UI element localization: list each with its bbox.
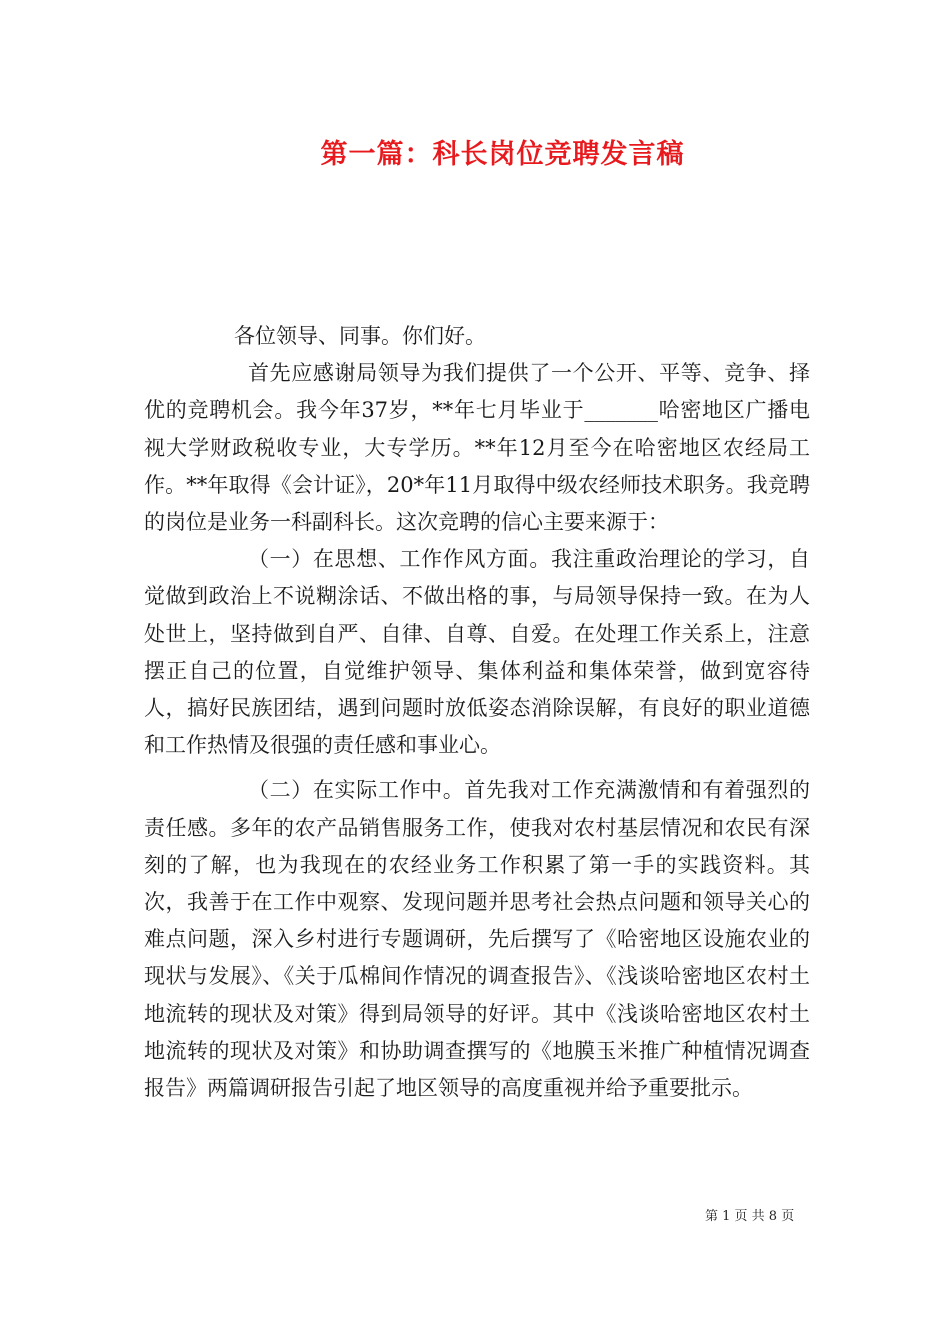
page-number-footer: 第 1 页 共 8 页 bbox=[705, 1209, 795, 1224]
document-body bbox=[144, 318, 810, 1107]
paragraph-intro: 首先应感谢局领导为我们提供了一个公开、平等、竞争、择优的竞聘机会。我今年37岁，**年七月毕业于_______哈密地区广播电视大学财政税收专业，大专学历。**年12月至今在哈密地区农经局工作。**年取得《会计证》，20*年11月取得中级农经师技术职务。我竞聘的岗位是业务一科副科长。这次竞聘的信心主要来源于： bbox=[144, 361, 810, 535]
paragraph-section-two: （二）在实际工作中。首先我对工作充满激情和有着强烈的责任感。多年的农产品销售服务工作，使我对农村基层情况和农民有深刻的了解，也为我现在的农经业务工作积累了第一手的实践资料。其次，我善于在工作中观察、发现问题并思考社会热点问题和领导关心的难点问题，深入乡村进行专题调研，先后撰写了《哈密地区设施农业的现状与发展》、《关于瓜棉间作情况的调查报告》、《浅谈哈密地区农村土地流转的现状及对策》得到局领导的好评。其中《浅谈哈密地区农村土地流转的现状及对策》和协助调查撰写的《地膜玉米推广种植情况调查报告》两篇调研报告引起了地区领导的高度重视并给予重要批示。 bbox=[144, 778, 810, 1101]
greeting-line: 各位领导、同事。你们好。 bbox=[234, 324, 486, 348]
document-title: 第一篇：科长岗位竞聘发言稿 bbox=[320, 139, 685, 170]
paragraph-section-one: （一）在思想、工作作风方面。我注重政治理论的学习，自觉做到政治上不说糊涂话、不做出格的事，与局领导保持一致。在为人处世上，坚持做到自严、自律、自尊、自爱。在处理工作关系上，注意摆正自己的位置，自觉维护领导、集体利益和集体荣誉，做到宽容待人，搞好民族团结，遇到问题时放低姿态消除误解，有良好的职业道德和工作热情及很强的责任感和事业心。 bbox=[144, 547, 810, 758]
